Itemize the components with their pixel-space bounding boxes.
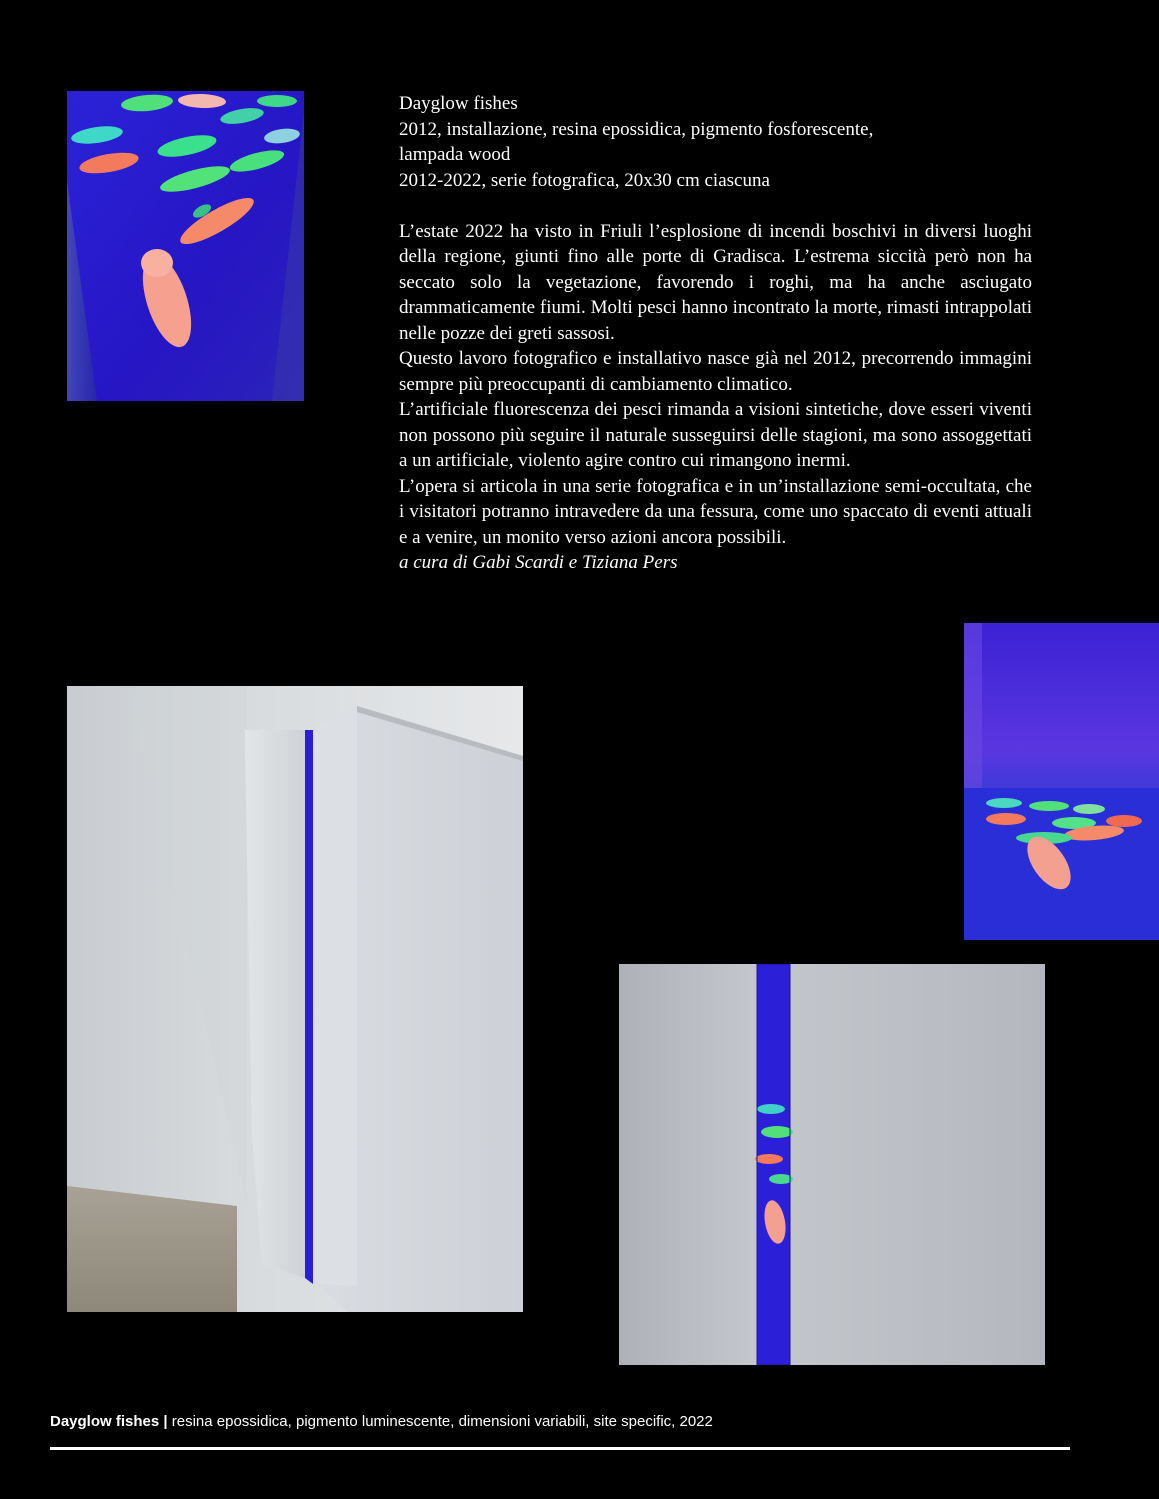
footer-details: resina epossidica, pigmento luminescente, dimensioni variabili, site specific, 2022: [171, 1413, 713, 1430]
artwork-title: Dayglow fishes: [399, 93, 518, 114]
photo-fishes-top: [67, 91, 304, 401]
description-paragraph: L’opera si articola in una serie fotografica e in un’installazione semi-occultata, che i visitatori potranno intravedere da una fessura, come uno spaccato di eventi attuali e a venire, un monito verso azioni ancora possibili.: [399, 475, 1032, 548]
photo-installation-slit: [619, 964, 1045, 1365]
description-paragraph: L’estate 2022 ha visto in Friuli l’esplosione di incendi boschivi in diversi luoghi della regione, giunti fino alle porte di Gradisca. L’estrema siccità però non ha seccato solo la vegetazione, favorendo i roghi, ma ha anche asciugato drammaticamente fiumi. Molti pesci hanno incontrato la morte, rimasti intrappolati nelle pozze dei greti sassosi.: [399, 220, 1032, 344]
description-paragraph: Questo lavoro fotografico e installativo nasce già nel 2012, precorrendo immagini sempre più preoccupanti di cambiamento climatico.: [399, 348, 1032, 395]
footer-separator: |: [163, 1413, 168, 1430]
artwork-description: [399, 219, 1032, 551]
artwork-text: [399, 91, 1032, 576]
photo-installation-wall: [67, 686, 523, 1312]
artwork-detail-line: 2012, installazione, resina epossidica, pigmento fosforescente,: [399, 118, 874, 140]
artwork-caption: [399, 91, 1032, 193]
artwork-detail-line: lampada wood: [399, 144, 511, 165]
footer-caption: [50, 1413, 713, 1430]
artwork-detail-line: 2012-2022, serie fotografica, 20x30 cm ciascuna: [399, 169, 770, 191]
description-paragraph: L’artificiale fluorescenza dei pesci rimanda a visioni sintetiche, dove esseri viventi non possono più seguire il naturale susseguirsi delle stagioni, ma sono assoggettati a un artificiale, violento agire contro cui rimangono inermi.: [399, 399, 1032, 471]
footer-divider: [50, 1447, 1070, 1450]
curator-credit: a cura di Gabi Scardi e Tiziana Pers: [399, 552, 678, 573]
photo-fishes-floor: [964, 623, 1159, 940]
footer-title: Dayglow fishes: [50, 1413, 160, 1430]
